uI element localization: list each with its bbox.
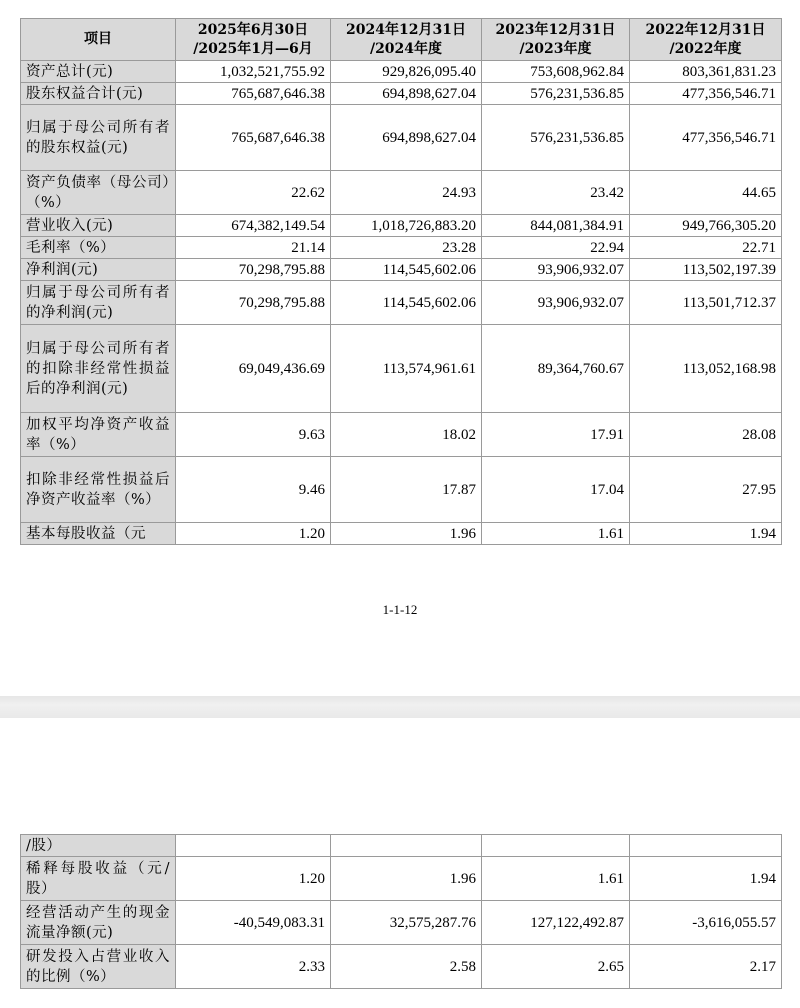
cell-value: 1.94: [630, 523, 782, 545]
cell-value: 17.91: [482, 413, 630, 457]
cell-value: 765,687,646.38: [176, 83, 331, 105]
cell-value: [482, 835, 630, 857]
cell-value: 114,545,602.06: [331, 259, 482, 281]
cell-value: 113,574,961.61: [331, 325, 482, 413]
table-row: [21, 457, 782, 523]
table-header-row: [21, 19, 782, 61]
cell-value: 949,766,305.20: [630, 215, 782, 237]
cell-value: 2.58: [331, 945, 482, 989]
table-row: [21, 857, 782, 901]
table-row: [21, 171, 782, 215]
table-row: [21, 259, 782, 281]
cell-value: 114,545,602.06: [331, 281, 482, 325]
row-label: 资产负债率（母公司）（%）: [21, 171, 176, 215]
row-label: 营业收入(元): [21, 215, 176, 237]
cell-value: 89,364,760.67: [482, 325, 630, 413]
cell-value: 477,356,546.71: [630, 83, 782, 105]
financial-table-page-1: [20, 18, 782, 545]
cell-value: 2.65: [482, 945, 630, 989]
table-row: [21, 83, 782, 105]
table-row: [21, 945, 782, 989]
cell-value: 21.14: [176, 237, 331, 259]
cell-value: 22.71: [630, 237, 782, 259]
table-row: [21, 237, 782, 259]
cell-value: [331, 835, 482, 857]
cell-value: 23.42: [482, 171, 630, 215]
cell-value: 576,231,536.85: [482, 105, 630, 171]
cell-value: [630, 835, 782, 857]
table-row: [21, 61, 782, 83]
cell-value: 28.08: [630, 413, 782, 457]
row-label: 加权平均净资产收益率（%）: [21, 413, 176, 457]
cell-value: 576,231,536.85: [482, 83, 630, 105]
cell-value: 113,052,168.98: [630, 325, 782, 413]
table-row: [21, 413, 782, 457]
row-label: 归属于母公司所有者的净利润(元): [21, 281, 176, 325]
row-label: /股）: [21, 835, 176, 857]
cell-value: 17.87: [331, 457, 482, 523]
cell-value: 803,361,831.23: [630, 61, 782, 83]
header-period-2023: 2023年12月31日 /2023年度: [482, 19, 630, 61]
cell-value: 93,906,932.07: [482, 281, 630, 325]
row-label: 归属于母公司所有者的扣除非经常性损益后的净利润(元): [21, 325, 176, 413]
table-row: [21, 281, 782, 325]
header-period-2024: 2024年12月31日 /2024年度: [331, 19, 482, 61]
cell-value: 22.62: [176, 171, 331, 215]
header-item: 项目: [21, 19, 176, 61]
cell-value: 674,382,149.54: [176, 215, 331, 237]
row-label: 经营活动产生的现金流量净额(元): [21, 901, 176, 945]
cell-value: [176, 835, 331, 857]
header-period-2025h1: 2025年6月30日 /2025年1月—6月: [176, 19, 331, 61]
cell-value: 9.46: [176, 457, 331, 523]
financial-table-page-2: [20, 834, 782, 989]
cell-value: 2.17: [630, 945, 782, 989]
cell-value: 113,501,712.37: [630, 281, 782, 325]
cell-value: 70,298,795.88: [176, 259, 331, 281]
table-row: [21, 901, 782, 945]
cell-value: 27.95: [630, 457, 782, 523]
cell-value: 18.02: [331, 413, 482, 457]
cell-value: 70,298,795.88: [176, 281, 331, 325]
row-label: 研发投入占营业收入的比例（%）: [21, 945, 176, 989]
cell-value: 694,898,627.04: [331, 83, 482, 105]
cell-value: 1.20: [176, 523, 331, 545]
table-row: [21, 325, 782, 413]
cell-value: 1.61: [482, 857, 630, 901]
cell-value: 1.20: [176, 857, 331, 901]
cell-value: 844,081,384.91: [482, 215, 630, 237]
row-label: 扣除非经常性损益后净资产收益率（%）: [21, 457, 176, 523]
cell-value: 1.96: [331, 523, 482, 545]
header-period-2022: 2022年12月31日 /2022年度: [630, 19, 782, 61]
cell-value: 23.28: [331, 237, 482, 259]
row-label: 稀释每股收益（元/股）: [21, 857, 176, 901]
table-row: [21, 523, 782, 545]
page-separator: [0, 696, 800, 718]
page-number: 1-1-12: [382, 602, 418, 617]
cell-value: 9.63: [176, 413, 331, 457]
table-row: [21, 835, 782, 857]
cell-value: 1.96: [331, 857, 482, 901]
cell-value: -3,616,055.57: [630, 901, 782, 945]
document-page-2: [0, 718, 800, 1008]
row-label: 资产总计(元): [21, 61, 176, 83]
cell-value: 17.04: [482, 457, 630, 523]
cell-value: 694,898,627.04: [331, 105, 482, 171]
cell-value: 753,608,962.84: [482, 61, 630, 83]
cell-value: 1,018,726,883.20: [331, 215, 482, 237]
cell-value: 22.94: [482, 237, 630, 259]
cell-value: 1.61: [482, 523, 630, 545]
cell-value: 113,502,197.39: [630, 259, 782, 281]
cell-value: 32,575,287.76: [331, 901, 482, 945]
row-label: 归属于母公司所有者的股东权益(元): [21, 105, 176, 171]
table-row: [21, 215, 782, 237]
cell-value: 93,906,932.07: [482, 259, 630, 281]
cell-value: 2.33: [176, 945, 331, 989]
row-label: 基本每股收益（元: [21, 523, 176, 545]
cell-value: 24.93: [331, 171, 482, 215]
row-label: 股东权益合计(元): [21, 83, 176, 105]
row-label: 净利润(元): [21, 259, 176, 281]
cell-value: 477,356,546.71: [630, 105, 782, 171]
cell-value: 1.94: [630, 857, 782, 901]
table-row: [21, 105, 782, 171]
cell-value: 1,032,521,755.92: [176, 61, 331, 83]
cell-value: -40,549,083.31: [176, 901, 331, 945]
cell-value: 929,826,095.40: [331, 61, 482, 83]
cell-value: 127,122,492.87: [482, 901, 630, 945]
row-label: 毛利率（%）: [21, 237, 176, 259]
cell-value: 765,687,646.38: [176, 105, 331, 171]
cell-value: 69,049,436.69: [176, 325, 331, 413]
cell-value: 44.65: [630, 171, 782, 215]
